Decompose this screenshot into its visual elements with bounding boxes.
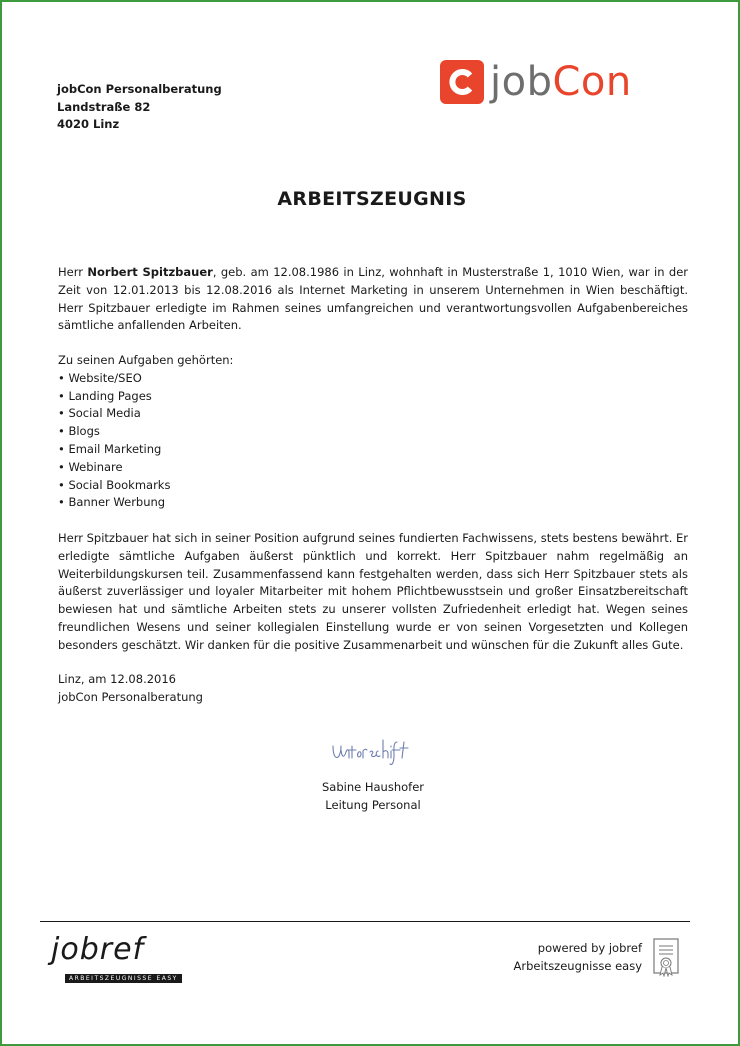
handwritten-signature [330,736,412,774]
task-heading: Zu seinen Aufgaben gehörten: [58,353,234,367]
place-date: Linz, am 12.08.2016 [58,672,176,686]
jobcon-logo-text [490,60,632,104]
intro-text: , geb. am 12.08.1986 in Linz, wohnhaft in Musterstraße 1, 1010 Wien, war in der Zeit von 12.01.2013 bis 12.08.2016 als Internet Marketing in unserem Unternehmen in Wien beschäftigt. Herr Spitzbauer erledigte im Rahmen seines umfangreichen und verantwortungsvollen Aufgabenbereiches sämtliche anfallenden Arbeiten. [58,265,689,333]
document-title: ARBEITSZEUGNIS [277,188,467,210]
certificate-icon [652,937,680,981]
sender-company: jobCon Personalberatung [57,82,222,96]
list-item: • Webinare [58,459,233,477]
jobcon-logo [440,60,632,104]
task-section [58,352,233,512]
certificate-icon-graphic [652,937,680,977]
powered-by [514,939,642,975]
jobref-tagline: ARBEITSZEUGNISSE EASY [65,974,182,983]
jobref-logo [51,932,182,984]
logo-word-con: Con [552,59,632,105]
list-item: • Email Marketing [58,441,233,459]
list-item: • Banner Werbung [58,494,233,512]
intro-paragraph [58,264,688,335]
assessment-paragraph: Herr Spitzbauer hat sich in seiner Position aufgrund seines fundierten Fachwissens, stets bestens bewährt. Er erledigte sämtliche Aufgaben äußerst pünktlich und korrekt. Herr Spitzbauer nahm regelmäßig an Weiterbildungskursen teil. Zusammenfassend kann festgehalten werden, dass sich Herr Spitzbauer stets als äußerst zuverlässiger und loyaler Mitarbeiter mit hohem Pflichtbewusstsein und großer Einsatzbereitschaft bewiesen hat und sämtliche Arbeiten stets zu unserer vollsten Zufriedenheit erledigt hat. Wegen seines freundlichen Wesens und seiner kollegialen Einstellung wurde er von seinen Vorgesetzten und Kollegen besonders geschätzt. Wir danken für die positive Zusammenarbeit und wünschen für die Zukunft alles Gute. [58,531,689,652]
closing-block [58,671,203,707]
powered-line-1: powered by jobref [537,941,642,955]
c-letter-icon [447,67,477,97]
intro-salutation: Herr [58,265,83,279]
list-item: • Website/SEO [58,370,233,388]
list-item: • Social Media [58,405,233,423]
sender-city: 4020 Linz [57,117,120,131]
sender-address [57,81,222,134]
list-item: • Social Bookmarks [58,477,233,495]
list-item: • Blogs [58,423,233,441]
employee-name: Norbert Spitzbauer [87,265,213,279]
jobcon-logo-mark-icon [440,60,484,104]
sender-street: Landstraße 82 [57,99,151,114]
logo-word-job: job [490,59,553,105]
signer-role: Leitung Personal [325,797,421,812]
signer-block [272,779,474,815]
signer-name: Sabine Haushofer [321,780,424,794]
closing-company: jobCon Personalberatung [58,689,203,704]
jobref-wordmark: jobref [51,932,145,967]
powered-line-2: Arbeitszeugnisse easy [513,959,642,973]
list-item: • Landing Pages [58,388,233,406]
footer-divider [40,921,690,922]
task-list [58,370,233,512]
signature-image [330,736,412,770]
